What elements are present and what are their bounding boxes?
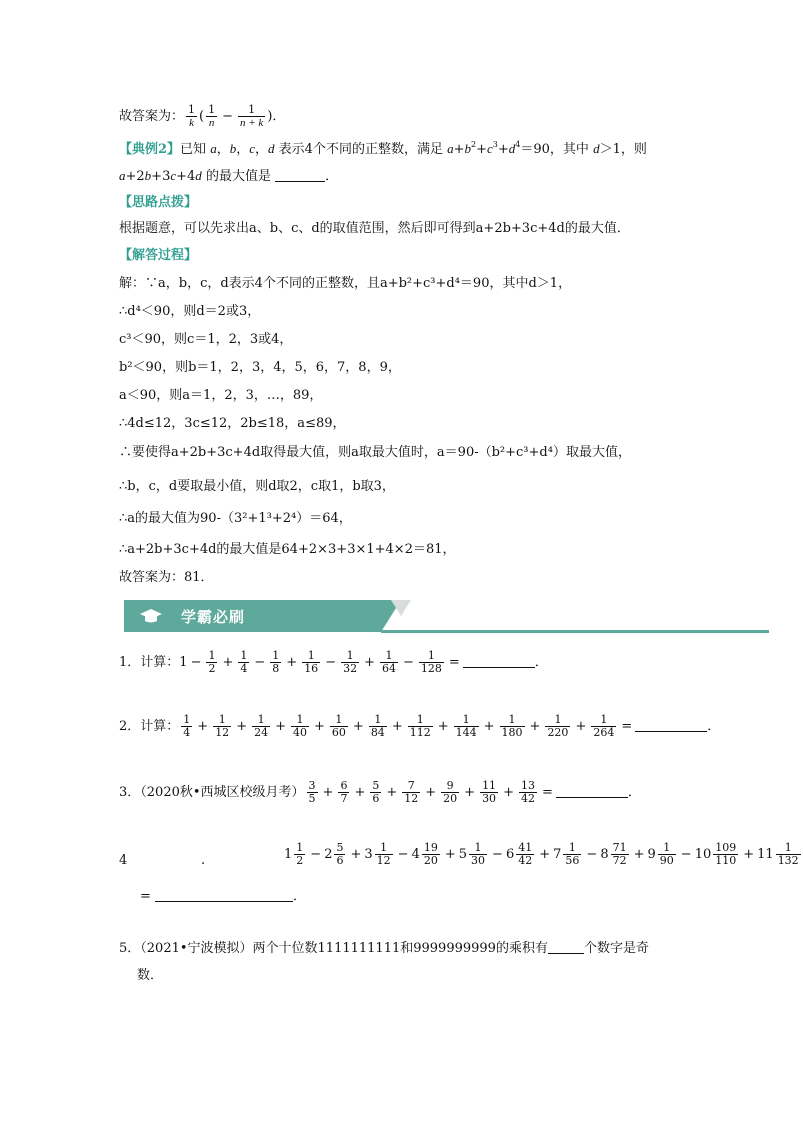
solution-line: a＜90，则a＝1，2，3，…，89， <box>119 388 323 403</box>
banner-notch-gray <box>391 600 411 616</box>
problem-4-expression: 1 $\frac{1}{2}$ − 2 $\frac{5}{6}$ + 3 $\frac{1}{12}$ − 4 $\frac{19}{20}$ + 5 $\frac{1}{30}$ − 6 $\frac{41}{42}$ + 7 $\frac{1}{56}$ − 8 $\frac{71}{72}$ + 9 $\frac{1}{90}$ − 10 $\frac{109}{110}$ + 11 $\frac{1}{132}$ <box>284 841 799 867</box>
solution-line: 解：∵a，b，c，d表示4个不同的正整数，且a+b²+c³+d⁴＝90，其中d＞1， <box>119 276 572 291</box>
problem-2-label: 2．计算： <box>119 719 180 734</box>
answer-line <box>119 104 285 129</box>
problem-2: 2．计算： $\frac{1}{4}$ + $\frac{1}{12}$ + $\frac{1}{24}$ + $\frac{1}{40}$ + $\frac{1}{60}$ + $\frac{1}{84}$ + $\frac{1}{112}$ + $\frac{1}{144}$ + $\frac{1}{180}$ + $\frac{1}{220}$ + $\frac{1}{264}$ = ． <box>119 713 721 739</box>
period: ． <box>293 889 307 904</box>
problem-4-dot: . <box>201 853 206 868</box>
example2-label: 【典例2】 <box>119 142 181 157</box>
problem-5-answer-blank[interactable] <box>548 953 584 954</box>
fraction-1-over-k: $\frac{1}{k}$ <box>188 103 196 129</box>
section-title: 学霸必刷 <box>181 608 246 626</box>
analysis-text: 根据题意，可以先求出a、b、c、d的取值范围，然后即可得到a+2b+3c+4d的最大值． <box>119 221 630 236</box>
problem-4-answer-blank[interactable] <box>155 901 293 902</box>
solution-line: 故答案为：81． <box>119 570 214 585</box>
solution-line: ∴要使得a+2b+3c+4d取得最大值，则a取最大值时，a＝90-（b²+c³+d⁴）取最大值， <box>119 445 631 460</box>
solution-line: c³＜90，则c＝1，2，3或4， <box>119 332 293 347</box>
problem-4-answer-line <box>140 888 306 906</box>
example2-text-d: ＞1，则 <box>599 142 647 157</box>
equals-sign: = <box>541 784 553 800</box>
graduation-cap-icon <box>139 608 163 624</box>
problem-1: 1．计算：1 − $\frac{1}{2}$ + $\frac{1}{4}$ − $\frac{1}{8}$ + $\frac{1}{16}$ − $\frac{1}{32}$ + $\frac{1}{64}$ − $\frac{1}{128}$ = ． <box>119 649 548 675</box>
solution-line: ∴d⁴＜90，则d＝2或3， <box>119 304 261 319</box>
example2-line2: a+2b+3c+4d 的最大值是 ． <box>119 168 339 184</box>
example2-text-b: 表示4个不同的正整数，满足 <box>278 142 443 157</box>
period: ． <box>627 785 641 800</box>
period: ． <box>707 719 721 734</box>
problem-1-answer-blank[interactable] <box>463 667 535 668</box>
paren-close: ) <box>267 109 273 124</box>
fraction-1-over-n-plus-k: $\frac{1}{n + k}$ <box>240 103 264 129</box>
problem-5-line1 <box>119 940 649 958</box>
problem-5-text-a: 5．（2021•宁波模拟）两个十位数1111111111和9999999999的乘积有 <box>119 941 548 956</box>
equals-sign: = <box>140 889 151 904</box>
paren-open: ( <box>199 109 205 124</box>
example2-line1: 【典例2】已知 a，b，c，d 表示4个不同的正整数，满足 $a+b^2+c^3+d^4=90$，其中 d＞1，则 <box>119 140 647 157</box>
section-banner <box>119 600 769 634</box>
solution-line: ∴b，c，d要取最小值，则d取2，c取1，b取3， <box>119 479 395 494</box>
problem-1-label: 1．计算： <box>119 655 180 670</box>
solution-line: b²＜90，则b＝1，2，3，4，5，6，7，8，9， <box>119 360 401 375</box>
problem-2-answer-blank[interactable] <box>635 731 707 732</box>
answer-prefix: 故答案为： <box>119 109 185 124</box>
period: ． <box>534 655 548 670</box>
example2-text-a: 已知 <box>180 142 207 157</box>
problem-3-label: 3．（2020秋•西城区校级月考） <box>119 785 305 800</box>
example2-line2-end: ． <box>325 169 339 184</box>
solution-label: 【解答过程】 <box>119 248 198 263</box>
equals-sign: = <box>621 718 633 734</box>
problem-3: 3．（2020秋•西城区校级月考） $\frac{3}{5}$ + $\frac{6}{7}$ + $\frac{5}{6}$ + $\frac{7}{12}$ + $\frac{9}{20}$ + $\frac{11}{30}$ + $\frac{13}{42}$ = ． <box>119 779 641 805</box>
answer-blank[interactable] <box>275 181 325 182</box>
problem-4-number: 4 <box>119 853 128 868</box>
solution-line: ∴a的最大值为90-（3²+1³+2⁴）＝64， <box>119 511 352 526</box>
equals-sign: = <box>448 654 460 670</box>
problem-5-line2: 数． <box>137 968 164 983</box>
example2-line2-text: 的最大值是 <box>205 169 271 184</box>
banner-rule <box>381 630 769 633</box>
analysis-label: 【思路点拨】 <box>119 195 198 210</box>
answer-suffix: ． <box>272 109 286 124</box>
fraction-1-over-n: $\frac{1}{n}$ <box>208 103 216 129</box>
solution-line: ∴4d≤12，3c≤12，2b≤18，a≤89， <box>119 416 346 431</box>
example2-text-c: ＝90，其中 <box>520 142 589 157</box>
problem-3-answer-blank[interactable] <box>556 797 628 798</box>
solution-line: ∴a+2b+3c+4d的最大值是64+2×3+3×1+4×2＝81， <box>119 542 456 557</box>
problem-5-text-b: 个数字是奇 <box>583 941 649 956</box>
minus-sign: − <box>222 108 233 124</box>
